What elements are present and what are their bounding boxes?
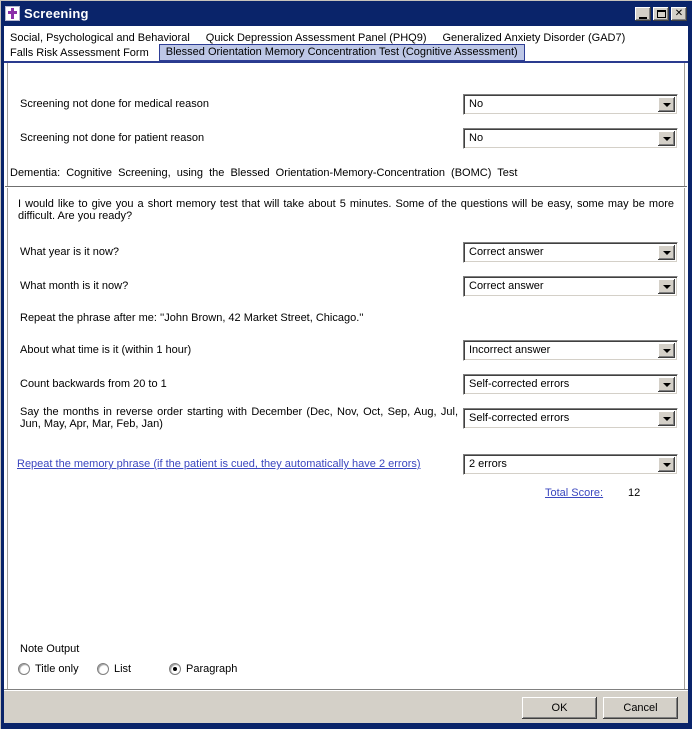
months-reverse-select[interactable]	[463, 408, 678, 429]
button-bar	[4, 689, 688, 723]
cancel-button[interactable]: Cancel	[603, 697, 678, 719]
months-reverse-label: Say the months in reverse order starting with December (Dec, Nov, Oct, Sep, Aug, Jul, Jun, May, Apr, Mar, Feb, Jan)	[20, 406, 458, 430]
tab-generalized-anxiety-gad7[interactable]: Generalized Anxiety Disorder (GAD7)	[442, 32, 626, 44]
months-dropdown-button[interactable]	[658, 411, 675, 426]
radio-button-icon[interactable]	[18, 663, 30, 675]
radio-paragraph-label: Paragraph	[186, 663, 238, 675]
maximize-icon	[657, 10, 666, 18]
count-backwards-value: Self-corrected errors	[469, 378, 570, 390]
chevron-down-icon	[663, 463, 671, 467]
time-dropdown-button[interactable]	[658, 343, 675, 358]
time-answer-select[interactable]	[463, 340, 678, 361]
close-icon: ✕	[674, 7, 684, 19]
radio-option-title-only[interactable]	[18, 663, 79, 675]
month-answer-value: Correct answer	[469, 280, 544, 292]
patient-reason-select[interactable]	[463, 128, 678, 149]
months-reverse-value: Self-corrected errors	[469, 412, 570, 424]
title-bar[interactable]	[1, 1, 691, 26]
chevron-down-icon	[663, 417, 671, 421]
section-separator	[5, 186, 687, 188]
month-answer-select[interactable]	[463, 276, 678, 297]
year-answer-select[interactable]	[463, 242, 678, 263]
intro-text: I would like to give you a short memory test that will take about 5 minutes. Some of the questions will be easy, some may be more difficult. Are you ready?	[18, 198, 674, 222]
window-title: Screening	[24, 6, 89, 21]
time-question-label: About what time is it (within 1 hour)	[20, 344, 192, 356]
repeat-memory-phrase-link[interactable]: Repeat the memory phrase (if the patient is cued, they automatically have 2 errors)	[17, 458, 421, 470]
chevron-down-icon	[663, 349, 671, 353]
tab-strip-row2	[7, 44, 525, 61]
radio-option-paragraph[interactable]	[169, 663, 237, 675]
total-score-link[interactable]: Total Score:	[545, 487, 604, 499]
year-answer-value: Correct answer	[469, 246, 544, 258]
tab-falls-risk-assessment[interactable]: Falls Risk Assessment Form	[10, 47, 149, 59]
year-dropdown-button[interactable]	[658, 245, 675, 260]
maximize-button[interactable]	[653, 7, 669, 21]
medical-reason-dropdown-button[interactable]	[658, 97, 675, 112]
note-output-label: Note Output	[20, 643, 80, 655]
chevron-down-icon	[663, 251, 671, 255]
tab-social-psychological-behavioral[interactable]: Social, Psychological and Behavioral	[10, 32, 190, 44]
count-backwards-label: Count backwards from 20 to 1	[20, 378, 167, 390]
radio-title-only-label: Title only	[35, 663, 79, 675]
radio-list-label: List	[114, 663, 132, 675]
chevron-down-icon	[663, 103, 671, 107]
count-dropdown-button[interactable]	[658, 377, 675, 392]
medical-reason-value: No	[469, 98, 484, 110]
tab-blessed-orientation-memory-concentration[interactable]: Blessed Orientation Memory Concentration Test (Cognitive Assessment)	[159, 44, 525, 61]
radio-option-list[interactable]	[97, 663, 131, 675]
count-backwards-select[interactable]	[463, 374, 678, 395]
close-button[interactable]	[671, 7, 687, 21]
radio-button-icon[interactable]	[97, 663, 109, 675]
memory-dropdown-button[interactable]	[658, 457, 675, 472]
month-dropdown-button[interactable]	[658, 279, 675, 294]
chevron-down-icon	[663, 137, 671, 141]
section-heading: Dementia: Cognitive Screening, using the Blessed Orientation-Memory-Concentration (BOMC) Test	[10, 167, 518, 179]
month-question-label: What month is it now?	[20, 280, 129, 292]
year-question-label: What year is it now?	[20, 246, 120, 258]
medical-reason-select[interactable]	[463, 94, 678, 115]
patient-reason-value: No	[469, 132, 484, 144]
medical-cross-icon	[5, 6, 20, 21]
chevron-down-icon	[663, 285, 671, 289]
radio-button-icon[interactable]	[169, 663, 181, 675]
chevron-down-icon	[663, 383, 671, 387]
ok-button[interactable]: OK	[522, 697, 597, 719]
patient-reason-dropdown-button[interactable]	[658, 131, 675, 146]
medical-reason-label: Screening not done for medical reason	[20, 98, 209, 110]
time-answer-value: Incorrect answer	[469, 344, 551, 356]
tab-quick-depression-phq9[interactable]: Quick Depression Assessment Panel (PHQ9)	[205, 32, 427, 44]
minimize-icon	[639, 17, 647, 19]
repeat-phrase-instruction: Repeat the phrase after me: ''John Brown, 42 Market Street, Chicago.''	[20, 312, 364, 324]
memory-phrase-select[interactable]	[463, 454, 678, 475]
minimize-button[interactable]	[635, 7, 651, 21]
dialog-body	[4, 26, 688, 723]
total-score-value: 12	[628, 487, 641, 499]
memory-phrase-value: 2 errors	[469, 458, 507, 470]
patient-reason-label: Screening not done for patient reason	[20, 132, 205, 144]
